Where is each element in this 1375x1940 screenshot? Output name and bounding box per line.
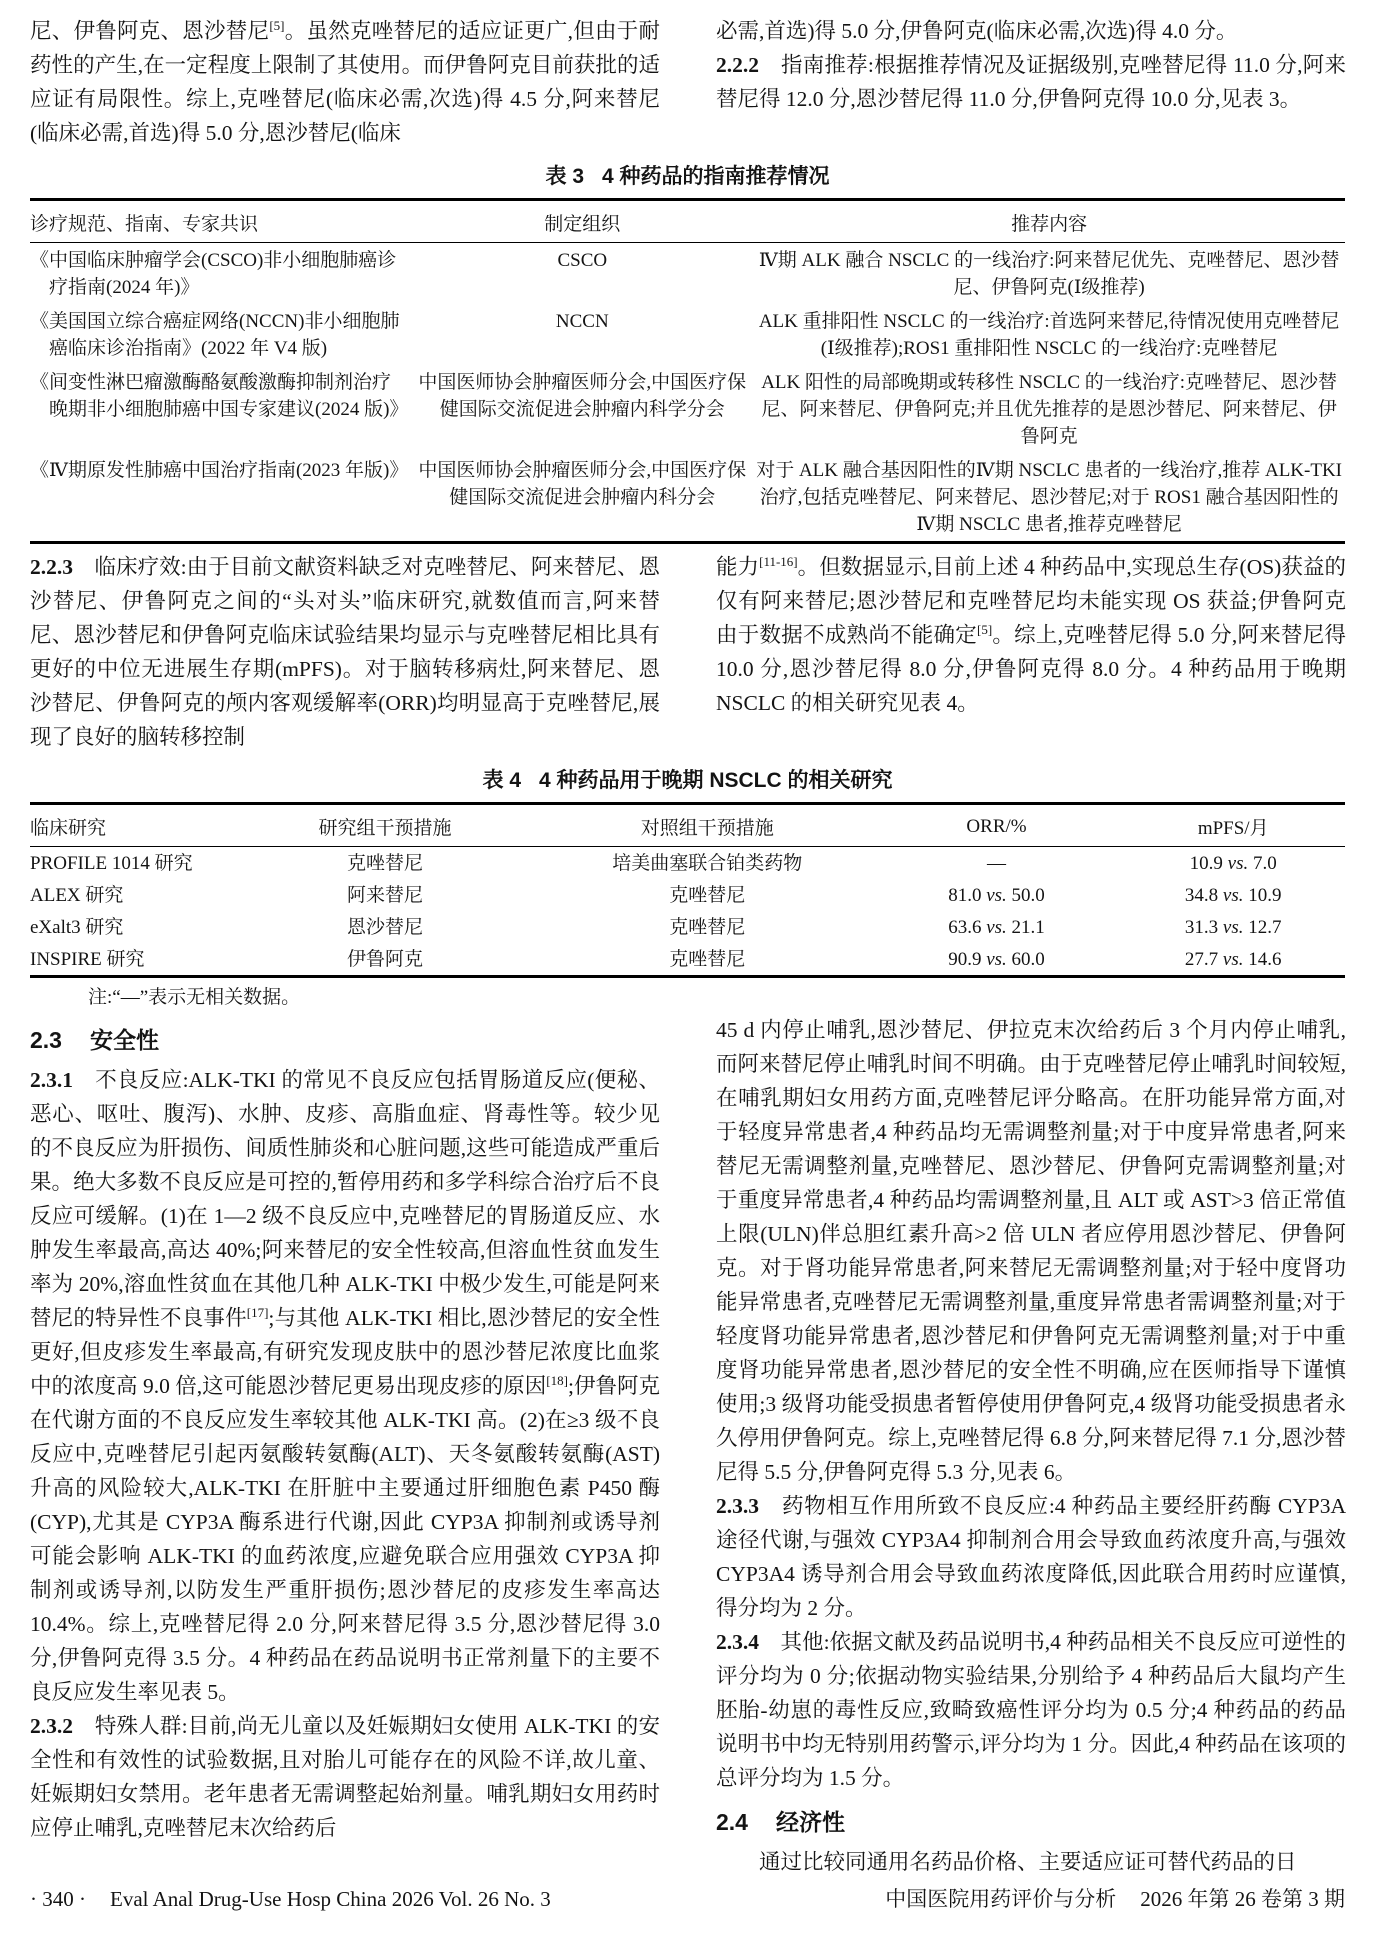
table-cell-recommendation: ALK 重排阳性 NSCLC 的一线治疗:首选阿来替尼,待情况使用克唑替尼(Ⅰ级推荐);ROS1 重排阳性 NSCLC 的一线治疗:克唑替尼	[758, 311, 1340, 359]
page-number: · 340 ·	[30, 1887, 86, 1911]
section-2-3-3: 2.3.3 药物相互作用所致不良反应:4 种药品主要经肝药酶 CYP3A 途径代谢,与强效 CYP3A4 抑制剂合用会导致血药浓度升高,与强效 CYP3A4 诱导剂合用会导致血药浓度降低,因此联合用药时应谨慎,得分均为 2 分。	[716, 1494, 1346, 1620]
mid-row	[30, 550, 1345, 754]
mid-right-paragraph: 能力[11-16]。但数据显示,目前上述 4 种药品中,实现总生存(OS)获益的仅有阿来替尼;恩沙替尼和克唑替尼均未能实现 OS 获益;伊鲁阿克由于数据不成熟尚不能确定[5]。综上,克唑替尼得 5.0 分,阿来替尼得 10.0 分,恩沙替尼得 8.0 分,伊鲁阿克得 8.0 分。4 种药品用于晚期 NSCLC 的相关研究见表 4。	[716, 553, 1346, 715]
journal-name-en: Eval Anal Drug-Use Hosp China 2026 Vol. 26 No. 3	[110, 1887, 551, 1911]
table-cell-recommendation: 对于 ALK 融合基因阳性的Ⅳ期 NSCLC 患者的一线治疗,推荐 ALK-TKI 治疗,包括克唑替尼、阿来替尼、恩沙替尼;对于 ROS1 融合基因阳性的Ⅳ期 NSCLC 患者,推荐克唑替尼	[756, 460, 1343, 535]
table-cell-arm: 阿来替尼	[347, 885, 424, 906]
section-2-2-2: 2.2.2 指南推荐:根据推荐情况及证据级别,克唑替尼得 11.0 分,阿来替尼得 12.0 分,恩沙替尼得 11.0 分,伊鲁阿克得 10.0 分,见表 3。	[716, 53, 1346, 111]
table-cell-guideline: 《美国国立综合癌症网络(NCCN)非小细胞肺癌临床诊治指南》(2022 年 V4 版)	[30, 311, 400, 359]
bottom-left-column	[30, 1013, 660, 1879]
table-row	[30, 847, 1345, 880]
table-cell-mpfs: 27.7 vs. 14.6	[1184, 949, 1282, 970]
issue-info: 2026 年第 26 卷第 3 期	[1140, 1887, 1345, 1911]
table-row	[30, 243, 1345, 305]
intro-right-continuation: 必需,首选)得 5.0 分,伊鲁阿克(临床必需,次选)得 4.0 分。	[716, 19, 1238, 43]
table-row	[30, 365, 1345, 453]
table-cell-arm: 恩沙替尼	[347, 917, 424, 938]
table-cell-study: eXalt3 研究	[30, 917, 124, 938]
section-2-3-1: 2.3.1 不良反应:ALK-TKI 的常见不良反应包括胃肠道反应(便秘、恶心、呕吐、腹泻)、水肿、皮疹、高脂血症、肾毒性等。较少见的不良反应为肝损伤、间质性肺炎和心脏问题,这些可能造成严重后果。绝大多数不良反应是可控的,暂停用药和多学科综合治疗后不良反应可缓解。(1)在 1—2 级不良反应中,克唑替尼的胃肠道反应、水肿发生率最高,高达 40%;阿来替尼的安全性较高,但溶血性贫血发生率为 20%,溶血性贫血在其他几种 ALK-TKI 中极少发生,可能是阿来替尼的特异性不良事件[17];与其他 ALK-TKI 相比,恩沙替尼的安全性更好,但皮疹发生率最高,有研究发现皮肤中的恩沙替尼浓度比血浆中的浓度高 9.0 倍,这可能恩沙替尼更易出现皮疹的原因[18];伊鲁阿克在代谢方面的不良反应发生率较其他 ALK-TKI 高。(2)在≥3 级不良反应中,克唑替尼引起丙氨酸转氨酶(ALT)、天冬氨酸转氨酶(AST)升高的风险较大,ALK-TKI 在肝脏中主要通过肝细胞色素 P450 酶(CYP),尤其是 CYP3A 酶系进行代谢,因此 CYP3A 抑制剂或诱导剂可能会影响 ALK-TKI 的血药浓度,应避免联合应用强效 CYP3A 抑制剂或诱导剂,以防发生严重肝损伤;恩沙替尼的皮疹发生率高达 10.4%。综上,克唑替尼得 2.0 分,阿来替尼得 3.5 分,恩沙替尼得 3.0 分,伊鲁阿克得 3.5 分。4 种药品在药品说明书正常剂量下的主要不良反应发生率见表 5。	[30, 1068, 660, 1704]
table4-header-control: 对照组干预措施	[543, 804, 872, 847]
table-cell-mpfs: 31.3 vs. 12.7	[1184, 917, 1282, 938]
section-number: 2.4	[716, 1809, 748, 1835]
table4-header-arm: 研究组干预措施	[227, 804, 543, 847]
journal-name-cn: 中国医院用药评价与分析	[885, 1887, 1117, 1911]
bottom-row	[30, 1013, 1345, 1879]
intro-left-paragraph: 尼、伊鲁阿克、恩沙替尼[5]。虽然克唑替尼的适应证更广,但由于耐药性的产生,在一定程度上限制了其使用。而伊鲁阿克目前获批的适应证有局限性。综上,克唑替尼(临床必需,次选)得 4.5 分,阿来替尼(临床必需,首选)得 5.0 分,恩沙替尼(临床	[30, 17, 660, 145]
table-cell-organization: NCCN	[555, 311, 609, 332]
table3-header-recommendation: 推荐内容	[753, 200, 1345, 243]
table-cell-study: INSPIRE 研究	[30, 949, 145, 970]
table-cell-recommendation: ALK 阳性的局部晚期或转移性 NSCLC 的一线治疗:克唑替尼、恩沙替尼、阿来替尼、伊鲁阿克;并且优先推荐的是恩沙替尼、阿来替尼、伊鲁阿克	[761, 372, 1338, 447]
table-cell-control: 克唑替尼	[669, 917, 746, 938]
section-label: 安全性	[89, 1027, 159, 1053]
table4-title-label: 表 4	[482, 769, 521, 792]
table3-title	[30, 160, 1345, 190]
section-2-2-3: 2.2.3 临床疗效:由于目前文献资料缺乏对克唑替尼、阿来替尼、恩沙替尼、伊鲁阿克之间的“头对头”临床研究,就数值而言,阿来替尼、恩沙替尼和伊鲁阿克临床试验结果均显示与克唑替尼相比具有更好的中位无进展生存期(mPFS)。对于脑转移病灶,阿来替尼、恩沙替尼、伊鲁阿克的颅内客观缓解率(ORR)均明显高于克唑替尼,展现了良好的脑转移控制	[30, 555, 660, 749]
section-2-3-4: 2.3.4 其他:依据文献及药品说明书,4 种药品相关不良反应可逆性的评分均为 0 分;依据动物实验结果,分别给予 4 种药品后大鼠均产生胚胎-幼崽的毒性反应,致畸致癌性评分均为 0.5 分;4 种药品的药品说明书中均无特别用药警示,评分均为 1 分。因此,4 种药品在该项的总评分均为 1.5 分。	[716, 1630, 1346, 1790]
table4-header-study: 临床研究	[30, 804, 227, 847]
intro-row	[30, 14, 1345, 150]
section-label: 经济性	[775, 1809, 845, 1835]
bottom-right-continuation: 45 d 内停止哺乳,恩沙替尼、伊拉克末次给药后 3 个月内停止哺乳,而阿来替尼停止哺乳时间不明确。由于克唑替尼停止哺乳时间较短,在哺乳期妇女用药方面,克唑替尼评分略高。在肝功能异常方面,对于轻度异常患者,4 种药品均无需调整剂量;对于中度异常患者,阿来替尼无需调整剂量,克唑替尼、恩沙替尼、伊鲁阿克需调整剂量;对于重度异常患者,4 种药品均需调整剂量,且 ALT 或 AST>3 倍正常值上限(ULN)伴总胆红素升高>2 倍 ULN 者应停用恩沙替尼、伊鲁阿克。对于肾功能异常患者,阿来替尼无需调整剂量;对于轻中度肾功能异常患者,克唑替尼无需调整剂量,重度异常患者需调整剂量;对于轻度肾功能异常患者,恩沙替尼和伊鲁阿克无需调整剂量;对于中重度肾功能异常患者,恩沙替尼的安全性不明确,应在医师指导下谨慎使用;3 级肾功能受损患者暂停使用伊鲁阿克,4 级肾功能受损患者永久停用伊鲁阿克。综上,克唑替尼得 6.8 分,阿来替尼得 7.1 分,恩沙替尼得 5.5 分,伊鲁阿克得 5.3 分,见表 6。	[716, 1018, 1346, 1484]
table4	[30, 802, 1345, 978]
table-row	[30, 943, 1345, 977]
table-cell-control: 培美曲塞联合铂类药物	[612, 853, 803, 874]
intro-right-column	[716, 14, 1346, 150]
table-cell-recommendation: Ⅳ期 ALK 融合 NSCLC 的一线治疗:阿来替尼优先、克唑替尼、恩沙替尼、伊鲁阿克(Ⅰ级推荐)	[758, 250, 1340, 298]
mid-left-column	[30, 550, 660, 754]
footer-left	[30, 1886, 551, 1912]
table-cell-mpfs: 10.9 vs. 7.0	[1189, 853, 1277, 874]
table-cell-organization: 中国医师协会肿瘤医师分会,中国医疗保健国际交流促进会肿瘤内科学分会	[418, 372, 747, 420]
table-cell-study: PROFILE 1014 研究	[30, 853, 193, 874]
section-heading-2-3	[30, 1025, 660, 1055]
table-row	[30, 453, 1345, 543]
footer-right	[885, 1886, 1345, 1912]
table4-title	[30, 764, 1345, 794]
table-cell-arm: 克唑替尼	[347, 853, 424, 874]
table-cell-guideline: 《间变性淋巴瘤激酶酪氨酸激酶抑制剂治疗晚期非小细胞肺癌中国专家建议(2024 版)》	[30, 372, 409, 420]
table-row	[30, 304, 1345, 365]
section-2-4-paragraph: 通过比较同通用名药品价格、主要适应证可替代药品的日	[759, 1850, 1297, 1874]
table3-title-text: 4 种药品的指南推荐情况	[602, 165, 830, 188]
table-row	[30, 911, 1345, 943]
table4-title-text: 4 种药品用于晚期 NSCLC 的相关研究	[539, 769, 893, 792]
table3-header-standard: 诊疗规范、指南、专家共识	[30, 200, 411, 243]
table3-header-row	[30, 200, 1345, 243]
table-cell-control: 克唑替尼	[669, 949, 746, 970]
table-cell-guideline: 《中国临床肿瘤学会(CSCO)非小细胞肺癌诊疗指南(2024 年)》	[30, 250, 397, 298]
mid-right-column	[716, 550, 1346, 754]
section-number: 2.3	[30, 1027, 62, 1053]
table-cell-orr: 90.9 vs. 60.0	[948, 949, 1045, 970]
table-cell-orr: 63.6 vs. 21.1	[948, 917, 1045, 938]
table-row	[30, 879, 1345, 911]
section-heading-2-4	[716, 1807, 1346, 1837]
table4-header-row	[30, 804, 1345, 847]
table4-header-mpfs: mPFS/月	[1121, 804, 1345, 847]
table4-header-orr: ORR/%	[872, 804, 1122, 847]
table-cell-orr: —	[987, 853, 1007, 874]
table-cell-study: ALEX 研究	[30, 885, 124, 906]
table-cell-mpfs: 34.8 vs. 10.9	[1184, 885, 1282, 906]
table3-title-label: 表 3	[545, 165, 584, 188]
intro-left-column	[30, 14, 660, 150]
table3-header-organization: 制定组织	[411, 200, 753, 243]
table-cell-organization: 中国医师协会肿瘤医师分会,中国医疗保健国际交流促进会肿瘤内科分会	[418, 460, 747, 508]
table-cell-orr: 81.0 vs. 50.0	[948, 885, 1045, 906]
section-2-3-2: 2.3.2 特殊人群:目前,尚无儿童以及妊娠期妇女使用 ALK-TKI 的安全性和有效性的试验数据,且对胎儿可能存在的风险不详,故儿童、妊娠期妇女禁用。老年患者无需调整起始剂量。哺乳期妇女用药时应停止哺乳,克唑替尼末次给药后	[30, 1714, 660, 1840]
table-cell-organization: CSCO	[557, 250, 608, 271]
table3	[30, 198, 1345, 544]
table-cell-arm: 伊鲁阿克	[347, 949, 424, 970]
table-cell-guideline: 《Ⅳ期原发性肺癌中国治疗指南(2023 年版)》	[30, 460, 409, 481]
bottom-right-column	[716, 1013, 1346, 1879]
table-cell-control: 克唑替尼	[669, 885, 746, 906]
table4-note: 注:“—”表示无相关数据。	[88, 987, 301, 1008]
page-footer	[30, 1886, 1345, 1912]
